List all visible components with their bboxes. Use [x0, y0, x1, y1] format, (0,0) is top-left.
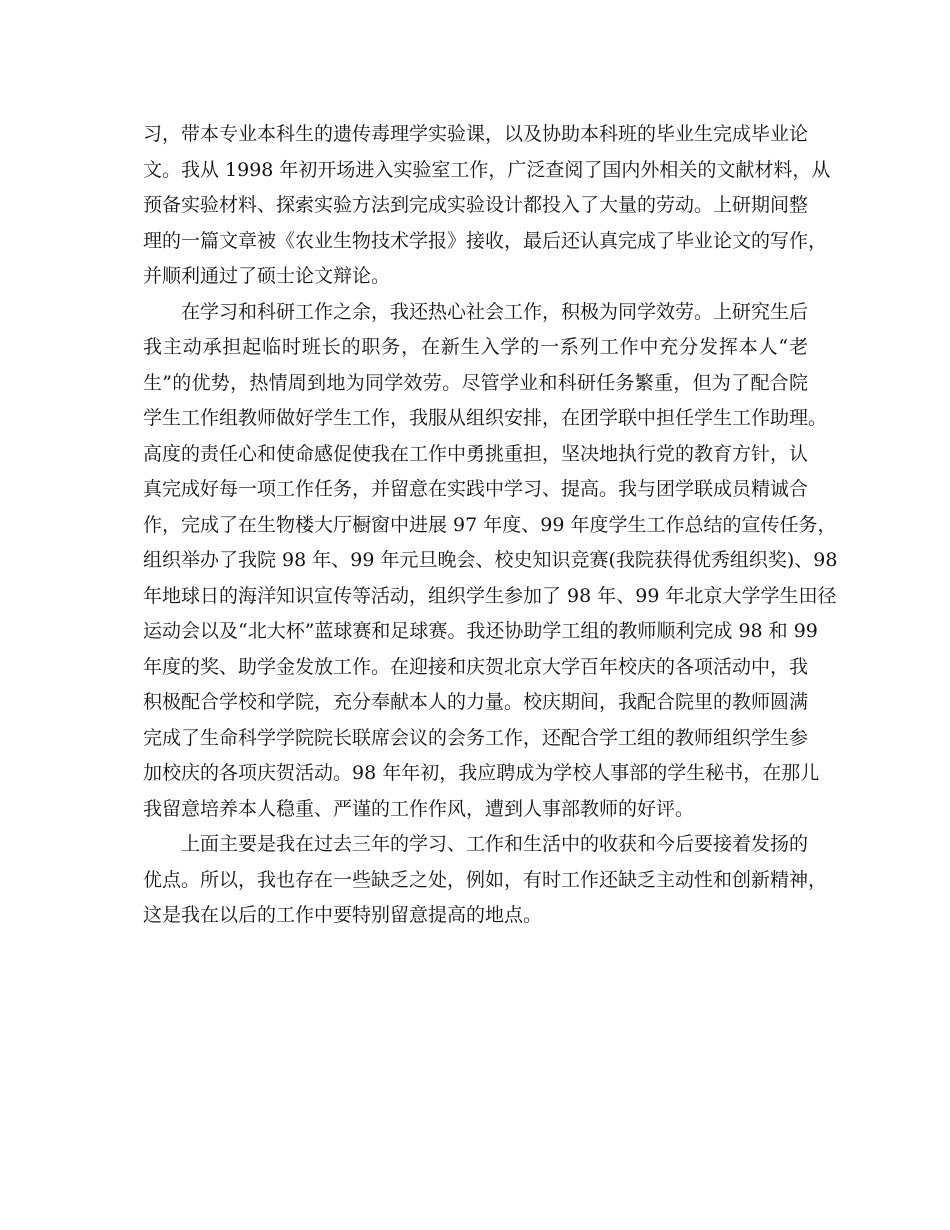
- paragraph-1: [143, 117, 831, 295]
- paragraph-2: [143, 295, 838, 828]
- paragraph-3: [143, 827, 828, 934]
- text-line: 习，带本专业本科生的遗传毒理学实验课，以及协助本科班的毕业生完成毕业论: [143, 123, 809, 145]
- text-line: 文。我从 1998 年初开场进入实验室工作，广泛查阅了国内外相关的文献材料，从: [143, 158, 831, 181]
- text-line: 高度的责任心和使命感促使我在工作中勇挑重担，坚决地执行党的教育方针，认: [143, 442, 809, 465]
- text-line: 在学习和科研工作之余，我还热心社会工作，积极为同学效劳。上研究生后: [181, 300, 809, 323]
- text-line: 加校庆的各项庆贺活动。98 年年初，我应聘成为学校人事部的学生秘书，在那儿: [143, 762, 820, 784]
- text-line: 并顺利通过了硕士论文辩论。: [143, 265, 391, 287]
- text-line: 组织举办了我院 98 年、99 年元旦晚会、校史知识竞赛(我院获得优秀组织奖)、98: [143, 549, 838, 571]
- text-line: 积极配合学校和学院，充分奉献本人的力量。校庆期间，我配合院里的教师圆满: [143, 691, 809, 713]
- text-line: 我留意培养本人稳重、严谨的工作作风，遭到人事部教师的好评。: [143, 797, 695, 820]
- text-line: 作，完成了在生物楼大厅橱窗中进展 97 年度、99 年度学生工作总结的宣传任务，: [143, 513, 837, 536]
- text-line: 理的一篇文章被《农业生物技术学报》接收，最后还认真完成了毕业论文的写作，: [143, 229, 828, 252]
- text-line: 预备实验材料、探索实验方法到完成实验设计都投入了大量的劳动。上研期间整: [143, 194, 809, 216]
- document-body: [143, 117, 838, 934]
- text-line: 这是我在以后的工作中要特别留意提高的地点。: [143, 904, 543, 926]
- text-line: 优点。所以，我也存在一些缺乏之处，例如，有时工作还缺乏主动性和创新精神，: [143, 868, 828, 891]
- text-line: 真完成好每一项工作任务，并留意在实践中学习、提高。我与团学联成员精诚合: [143, 478, 809, 500]
- text-line: 我主动承担起临时班长的职务，在新生入学的一系列工作中充分发挥本人“老: [143, 336, 808, 358]
- text-line: 学生工作组教师做好学生工作，我服从组织安排，在团学联中担任学生工作助理。: [143, 407, 828, 429]
- text-line: 年度的奖、助学金发放工作。在迎接和庆贺北京大学百年校庆的各项活动中，我: [143, 655, 809, 678]
- text-line: 运动会以及“北大杯”蓝球赛和足球赛。我还协助学工组的教师顺利完成 98 和 99: [143, 620, 818, 642]
- text-line: 上面主要是我在过去三年的学习、工作和生活中的收获和今后要接着发扬的: [181, 833, 809, 855]
- text-line: 生”的优势，热情周到地为同学效劳。尽管学业和科研任务繁重，但为了配合院: [143, 371, 808, 394]
- text-line: 完成了生命科学学院院长联席会议的会务工作，还配合学工组的教师组织学生参: [143, 726, 809, 749]
- text-line: 年地球日的海洋知识宣传等活动，组织学生参加了 98 年、99 年北京大学学生田径: [143, 584, 837, 607]
